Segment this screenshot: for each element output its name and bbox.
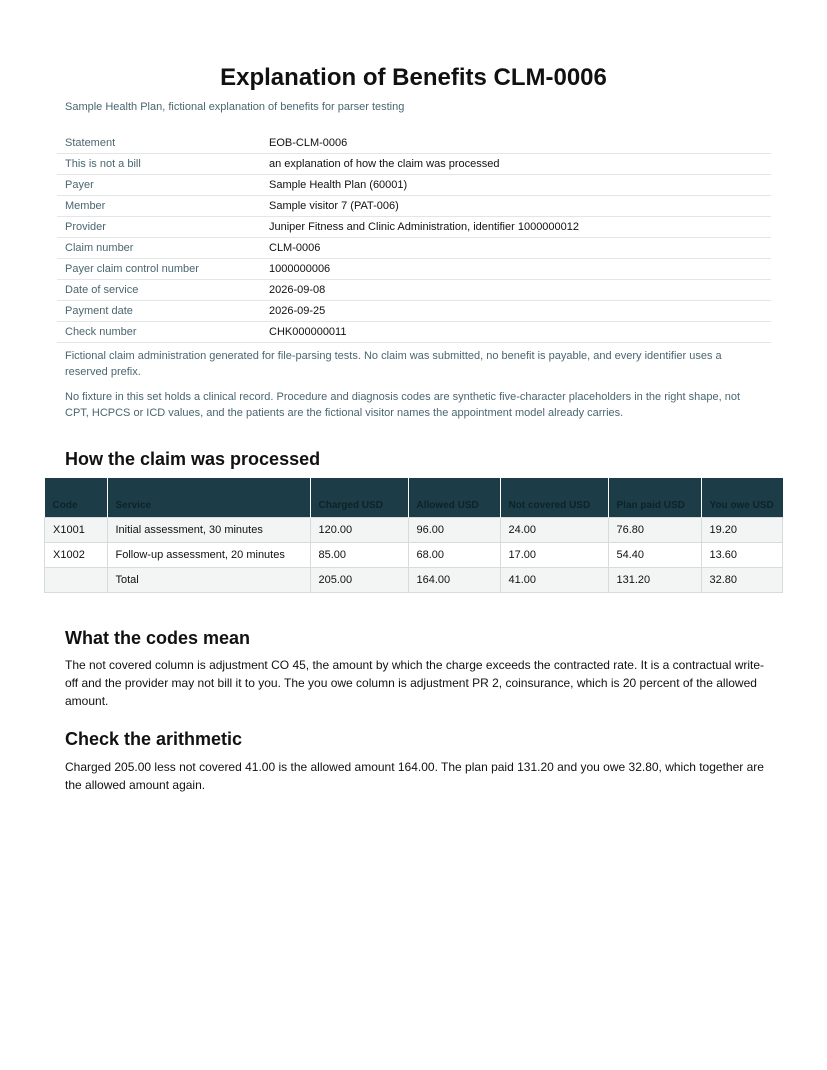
detail-label: Date of service	[57, 280, 261, 301]
detail-label: Provider	[57, 217, 261, 238]
column-header-plan-paid: Plan paid USD	[608, 478, 701, 518]
detail-row	[57, 280, 771, 301]
table-row	[45, 518, 783, 543]
detail-value: 1000000006	[261, 259, 771, 280]
cell-plan-paid: 54.40	[608, 543, 701, 568]
statement-details-table	[57, 133, 771, 343]
cell-not-covered: 17.00	[500, 543, 608, 568]
column-header-you-owe: You owe USD	[701, 478, 783, 518]
detail-value: Juniper Fitness and Clinic Administration, identifier 1000000012	[261, 217, 771, 238]
column-header-service: Service	[107, 478, 310, 518]
detail-row	[57, 322, 771, 343]
cell-charged: 205.00	[310, 568, 408, 593]
detail-row	[57, 259, 771, 280]
detail-row	[57, 238, 771, 259]
cell-not-covered: 24.00	[500, 518, 608, 543]
cell-code: X1001	[45, 518, 108, 543]
column-header-charged: Charged USD	[310, 478, 408, 518]
detail-value: EOB-CLM-0006	[261, 133, 771, 154]
document-subtitle: Sample Health Plan, fictional explanation of benefits for parser testing	[65, 101, 405, 113]
column-header-allowed: Allowed USD	[408, 478, 500, 518]
cell-you-owe: 19.20	[701, 518, 783, 543]
detail-row	[57, 154, 771, 175]
cell-code: X1002	[45, 543, 108, 568]
column-header-code: Code	[45, 478, 108, 518]
cell-charged: 120.00	[310, 518, 408, 543]
cell-service: Initial assessment, 30 minutes	[107, 518, 310, 543]
cell-charged: 85.00	[310, 543, 408, 568]
cell-service: Follow-up assessment, 20 minutes	[107, 543, 310, 568]
detail-value: an explanation of how the claim was processed	[261, 154, 771, 175]
detail-value: Sample visitor 7 (PAT-006)	[261, 196, 771, 217]
detail-value: 2026-09-25	[261, 301, 771, 322]
claims-header-row	[45, 478, 783, 518]
codes-notice: No fixture in this set holds a clinical record. Procedure and diagnosis codes are synthetic five-character placeholders in the right shape, not CPT, HCPCS or ICD values, and the patients are the fictional visitor names the appointment model already carries.	[65, 391, 741, 419]
cell-allowed: 96.00	[408, 518, 500, 543]
fictional-notice: Fictional claim administration generated for file-parsing tests. No claim was submitted, no benefit is payable, and every identifier uses a reserved prefix.	[65, 350, 722, 378]
detail-label: Check number	[57, 322, 261, 343]
claims-table	[44, 478, 783, 593]
total-row	[45, 568, 783, 593]
detail-label: This is not a bill	[57, 154, 261, 175]
arithmetic-heading: Check the arithmetic	[65, 729, 243, 749]
cell-you-owe: 13.60	[701, 543, 783, 568]
detail-label: Member	[57, 196, 261, 217]
cell-code	[45, 568, 108, 593]
detail-row	[57, 217, 771, 238]
codes-explanation: The not covered column is adjustment CO 45, the amount by which the charge exceeds the contracted rate. It is a contractual write-off and the provider may not bill it to you. The you owe column is adjustment PR 2, coinsurance, which is 20 percent of the allowed amount.	[65, 658, 765, 708]
cell-service: Total	[107, 568, 310, 593]
detail-label: Payer	[57, 175, 261, 196]
detail-label: Claim number	[57, 238, 261, 259]
cell-plan-paid: 76.80	[608, 518, 701, 543]
table-row	[45, 543, 783, 568]
cell-not-covered: 41.00	[500, 568, 608, 593]
detail-label: Payer claim control number	[57, 259, 261, 280]
claims-heading: How the claim was processed	[65, 449, 321, 469]
cell-you-owe: 32.80	[701, 568, 783, 593]
cell-allowed: 164.00	[408, 568, 500, 593]
column-header-not-covered: Not covered USD	[500, 478, 608, 518]
detail-value: CLM-0006	[261, 238, 771, 259]
detail-label: Payment date	[57, 301, 261, 322]
cell-allowed: 68.00	[408, 543, 500, 568]
detail-value: CHK000000011	[261, 322, 771, 343]
detail-row	[57, 175, 771, 196]
detail-value: 2026-09-08	[261, 280, 771, 301]
detail-value: Sample Health Plan (60001)	[261, 175, 771, 196]
detail-row	[57, 301, 771, 322]
detail-label: Statement	[57, 133, 261, 154]
document-title: Explanation of Benefits CLM-0006	[220, 64, 607, 91]
cell-plan-paid: 131.20	[608, 568, 701, 593]
arithmetic-explanation: Charged 205.00 less not covered 41.00 is the allowed amount 164.00. The plan paid 131.20 and you owe 32.80, which together are the allowed amount again.	[65, 760, 764, 792]
detail-row	[57, 196, 771, 217]
detail-row	[57, 133, 771, 154]
codes-heading: What the codes mean	[65, 628, 251, 648]
